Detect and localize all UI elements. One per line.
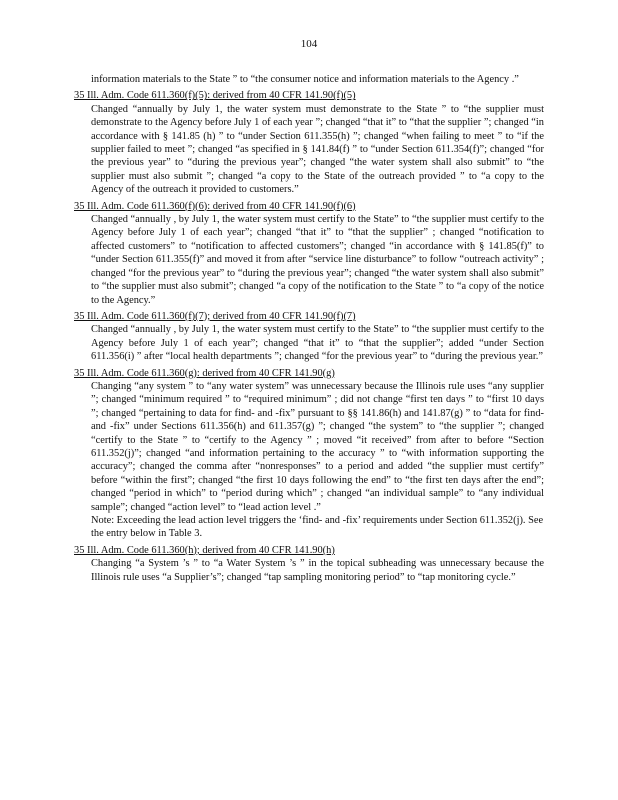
continued-paragraph: information materials to the State ” to “the consumer notice and information materials to the Agency .”: [91, 74, 519, 85]
entry-heading: 35 Ill. Adm. Code 611.360(g): derived from 40 CFR 141.90(g): [74, 367, 335, 379]
table-entry: [74, 544, 544, 584]
page-number: 104: [300, 38, 318, 50]
table-entry: [74, 310, 544, 364]
entry-body: Changed “annually by July 1, the water system must demonstrate to the State ” to “the supplier must demonstrate to the Agency before July 1 of each year ”; changed “that it” to “that the supplier ”; changed “in accordance with § 141.85 (h) ” to “under Section 611.355(h) ”; changed “when failing to meet ” to “if the supplier failed to meet ”; changed “as specified in § 141.84(f) ” to “under Section 611.354(f)”; changed “for the previous year” to “during the previous year”; changed “the water system shall also submit” to “the supplier must also submit ”; changed “a copy to the State of the outreach provided ” to “a copy to the Agency of the outreach it provided to customers.”: [91, 103, 544, 196]
document-body: [74, 73, 544, 584]
entry-heading: 35 Ill. Adm. Code 611.360(f)(6): derived from 40 CFR 141.90(f)(6): [74, 200, 356, 212]
entry-heading: 35 Ill. Adm. Code 611.360(f)(5): derived from 40 CFR 141.90(f)(5): [74, 90, 356, 102]
table-entry: [74, 367, 544, 541]
entry-body: Changing “a System ’s ” to “a Water System ’s ” in the topical subheading was unnecessary because the Illinois rule uses “a Supplier’s”; changed “tap sampling monitoring period” to “tap monitoring cycle.”: [91, 558, 544, 583]
entry-heading: 35 Ill. Adm. Code 611.360(f)(7); derived from 40 CFR 141.90(f)(7): [74, 310, 356, 322]
entry-note: Note: Exceeding the lead action level triggers the ‘find- and -fix’ requirements under Section 611.352(j). See the entry below in Table 3.: [91, 515, 544, 540]
table-entry: [74, 200, 544, 307]
entry-body: Changed “annually , by July 1, the water system must certify to the State” to “the supplier must certify to the Agency before July 1 of each year”; changed “that it” to “that the supplier”; added “under Section 611.356(i) ” after “local health departments ”; changed “for the previous year” to “during the previous year.”: [91, 324, 544, 363]
entry-heading: 35 Ill. Adm. Code 611.360(h); derived from 40 CFR 141.90(h): [74, 544, 335, 556]
table-entry: [74, 89, 544, 196]
entry-body: Changing “any system ” to “any water system” was unnecessary because the Illinois rule uses “any supplier ”; changed “minimum required ” to “required minimum” ; did not change “first ten days ” to “first 10 days ”; changed “pertaining to data for find- and -fix” pursuant to §§ 141.86(h) and 141.87(g) ” to “data for find- and -fix” under Sections 611.356(h) and 611.357(g) ”; changed “the system” to “the supplier ”; changed “certify to the State ” to “certify to the Agency ” ; moved “it received” from after to before “Section 611.352(j)”; changed “and information pertaining to the accuracy ” to “with information supporting the accuracy”; changed the comma after “nonresponses” to a period and added “the supplier must certify” before “within the first”; changed “the first 10 days following the end” to “the first ten days after the end”; changed “period in which” to “period during which” ; changed “an individual sample” to “any individual sample”; changed “action level” to “lead action level .”: [91, 380, 544, 513]
entry-body: Changed “annually , by July 1, the water system must certify to the State” to “the supplier must certify to the Agency before July 1 of each year”; changed “that it” to “that the supplier” ; changed “notification to affected customers” to “notification to affected customers”; changed “in accordance with § 141.85(f)” to “under Section 611.355(f)” and moved it from after “service line disturbance” to follow “outreach activity” ; changed “for the previous year” to “during the previous year”; changed “the water system shall also submit” to “the supplier must also submit”; changed “a copy of the notification to the State ” to “a copy of the notice to the Agency.”: [91, 214, 544, 306]
